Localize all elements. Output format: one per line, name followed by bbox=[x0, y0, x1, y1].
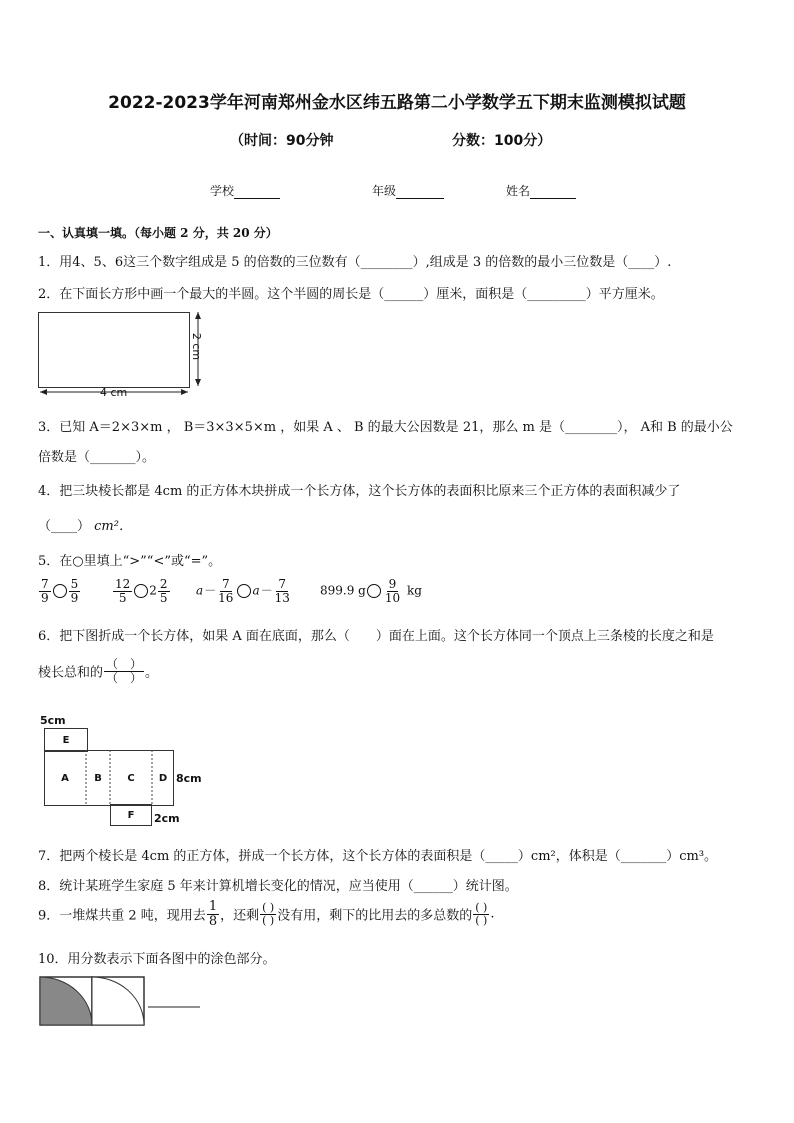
face-c: C bbox=[127, 772, 135, 784]
question-6-line2: 棱长总和的 $\frac{( )}{( )}$ 。 bbox=[38, 657, 159, 685]
q5-item-d: 899.9 g $\frac{9}{10}$ kg bbox=[320, 577, 422, 605]
fraction: $\frac{7}{13}$ bbox=[274, 577, 290, 605]
face-e: E bbox=[62, 734, 70, 746]
net-top-label: 5cm bbox=[40, 714, 66, 727]
name-field bbox=[506, 182, 576, 199]
question-4-line2 bbox=[38, 515, 132, 534]
compare-circle bbox=[134, 584, 148, 598]
face-f: F bbox=[127, 809, 135, 821]
q5-item-c: a－ $\frac{7}{16}$ a－ $\frac{7}{13}$ bbox=[196, 577, 290, 605]
fraction: $\frac{2}{5}$ bbox=[159, 577, 168, 605]
fraction: $\frac{7}{16}$ bbox=[218, 577, 234, 605]
question-1: 1．用4、5、6这三个数字组成是 5 的倍数的三位数有（________）,组成是 3 的倍数的最小三位数是（____）. bbox=[38, 255, 672, 270]
question-4-line1: 4．把三块棱长都是 4cm 的正方体木块拼成一个长方体，这个长方体的表面积比原来三个正方体的表面积减少了 bbox=[38, 484, 681, 499]
fraction: $\frac{12}{5}$ bbox=[115, 577, 131, 605]
page-title: 2022-2023学年河南郑州金水区纬五路第二小学数学五下期末监测模拟试题 bbox=[108, 93, 686, 113]
fraction: $\frac{( )}{( )}$ bbox=[262, 901, 275, 927]
exam-score: 分数：100分） bbox=[452, 133, 552, 149]
shaded-squares-figure bbox=[38, 975, 208, 1031]
net-bottom-label: 2cm bbox=[154, 812, 180, 825]
compare-circle bbox=[237, 584, 251, 598]
question-2: 2．在下面长方形中画一个最大的半圆。这个半圆的周长是（______）厘米，面积是（_________）平方厘米。 bbox=[38, 287, 664, 302]
q4-blank: （____） bbox=[38, 519, 91, 534]
fraction: $\frac{1}{8}$ bbox=[208, 899, 218, 929]
face-b: B bbox=[94, 772, 102, 784]
question-6-line1: 6．把下图折成一个长方体，如果 A 面在底面，那么（ ）面在上面。这个长方体同一个顶点上三条棱的长度之和是 bbox=[38, 629, 714, 644]
fraction: $\frac{5}{9}$ bbox=[70, 577, 79, 605]
height-label: 2 cm bbox=[190, 332, 204, 361]
compare-circle bbox=[53, 584, 67, 598]
mixed-whole: 2 bbox=[149, 583, 157, 598]
net-right-label: 8cm bbox=[176, 772, 202, 785]
question-9: 9．一堆煤共重 2 吨，现用去 $\frac{1}{8}$ ，还剩 $\frac{( )}{( )}$ 没有用，剩下的比用去的多总数的 $\frac{( )}{( )}$ . bbox=[38, 899, 495, 929]
face-a: A bbox=[61, 772, 69, 784]
face-d: D bbox=[158, 772, 168, 784]
width-label: 4 cm bbox=[100, 386, 128, 399]
question-5: 5．在○里填上“>”“<”或“=”。 bbox=[38, 554, 222, 569]
grade-label: 年级 bbox=[372, 184, 397, 198]
school-field bbox=[210, 182, 280, 199]
school-label: 学校 bbox=[210, 184, 235, 198]
fraction: $\frac{9}{10}$ bbox=[384, 577, 401, 605]
q5-item-b bbox=[112, 578, 171, 604]
question-8: 8．统计某班学生家庭 5 年来计算机增长变化的情况，应当使用（______）统计图。 bbox=[38, 879, 518, 894]
section-heading: 一、认真填一填。（每小题 2 分，共 20 分） bbox=[38, 226, 278, 240]
q5-item-a bbox=[38, 578, 81, 604]
exam-time: （时间：90分钟 bbox=[230, 133, 334, 149]
question-7: 7．把两个棱长是 4cm 的正方体，拼成一个长方体，这个长方体的表面积是（_____）cm²，体积是（_______）cm³。 bbox=[38, 849, 718, 864]
grade-field bbox=[372, 182, 444, 199]
question-3-line1: 3．已知 A＝2×3×m ， B＝3×3×5×m ，如果 A 、 B 的最大公因数是 21，那么 m 是（________）， A和 B 的最小公 bbox=[38, 420, 733, 435]
fraction: $\frac{( )}{( )}$ bbox=[106, 657, 143, 685]
name-label: 姓名 bbox=[506, 184, 531, 198]
compare-circle bbox=[367, 584, 381, 598]
fraction: $\frac{( )}{( )}$ bbox=[475, 901, 488, 927]
question-10: 10．用分数表示下面各图中的涂色部分。 bbox=[38, 952, 276, 967]
q4-unit: cm²． bbox=[94, 519, 132, 534]
fraction: $\frac{7}{9}$ bbox=[41, 577, 49, 605]
question-3-line2: 倍数是（_______）。 bbox=[38, 450, 156, 465]
